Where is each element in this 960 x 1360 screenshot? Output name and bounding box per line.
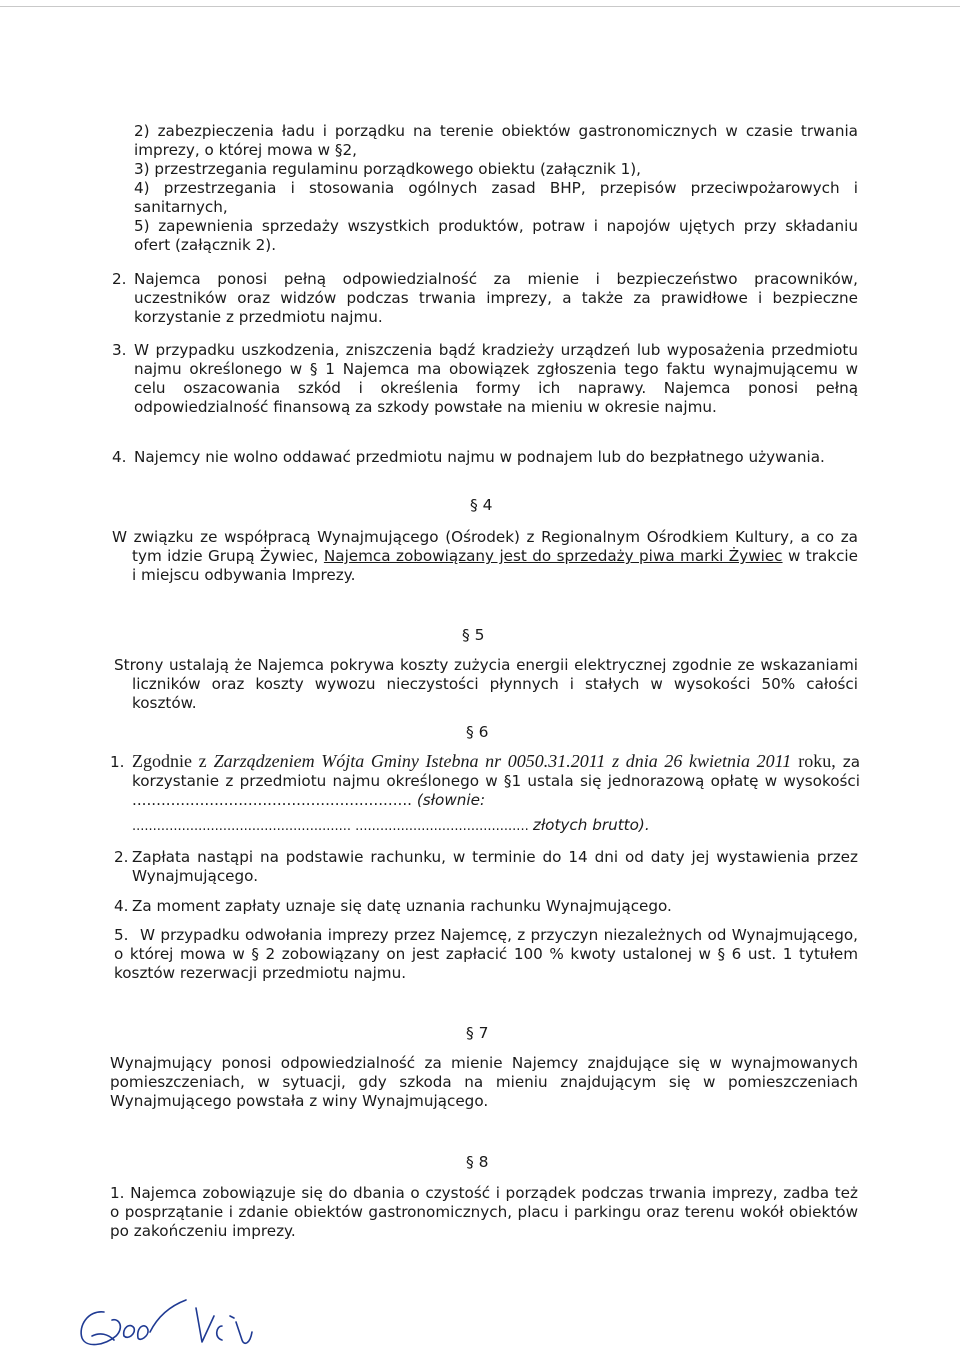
- list-item: 4) przestrzegania i stosowania ogólnych zasad BHP, przepisów przeciwpożarowych i sanitarnych,: [134, 179, 858, 216]
- handwritten-signature-icon: [74, 1296, 264, 1352]
- slownie-label: (słownie:: [416, 791, 486, 809]
- obligations-list: [134, 122, 858, 255]
- section-heading-7: § 7: [466, 1024, 489, 1042]
- clause-text: Najemcy nie wolno oddawać przedmiotu najmu w podnajem lub do bezpłatnego używania.: [134, 448, 825, 466]
- section-heading-8: § 8: [466, 1153, 489, 1171]
- clause-text: Za moment zapłaty uznaje się datę uznania rachunku Wynajmującego.: [132, 897, 672, 915]
- section-6-point-4: [114, 897, 858, 916]
- clause-text: Zapłata nastąpi na podstawie rachunku, w terminie do 14 dni od daty jej wystawienia przez Wynajmującego.: [132, 848, 858, 885]
- clause-text: Najemca ponosi pełną odpowiedzialność za mienie i bezpieczeństwo pracowników, uczestników oraz widzów podczas trwania imprezy, a także za prawidłowe i bezpieczne korzystanie z przedmiotu najmu.: [134, 270, 858, 326]
- clause-number: 5.: [114, 926, 129, 944]
- clause-text: W przypadku odwołania imprezy przez Najemcę, z przyczyn niezależnych od Wynajmującego, o której mowa w § 2 zobowiązany on jest zapłacić 100 % kwoty ustalonej w § 6 ust. 1 tytułem kosztów rezerwacji przedmiotu najmu.: [114, 926, 858, 982]
- clause-3: [112, 341, 858, 417]
- amount-words-line: [132, 816, 858, 836]
- clause-number: 4.: [114, 897, 129, 915]
- section-heading-4: § 4: [470, 496, 493, 514]
- section-4-underlined: Najemca zobowiązany jest do sprzedaży piwa marki Żywiec: [323, 547, 783, 565]
- clause-number: 3.: [112, 341, 127, 359]
- clause-number: 4.: [112, 448, 127, 466]
- clause-text: za korzystanie z przedmiotu najmu określonego w §1 ustala się jednorazową opłatę w wysokości: [132, 753, 860, 790]
- brutto-label: złotych brutto).: [532, 816, 650, 834]
- section-5-text: Strony ustalają że Najemca pokrywa koszty zużycia energii elektrycznej zgodnie ze wskazaniami liczników oraz koszty wywozu nieczystości płynnych i stałych w wysokości 50% całości kosztów.: [114, 656, 858, 712]
- section-6-point-2: [114, 848, 858, 886]
- list-item: 2) zabezpieczenia ładu i porządku na terenie obiektów gastronomicznych w czasie trwania imprezy, o której mowa w §2,: [134, 122, 858, 159]
- section-4-text-b: w trakcie i miejscu odbywania Imprezy.: [132, 547, 858, 584]
- clause-text: W przypadku uszkodzenia, zniszczenia bądź kradzieży urządzeń lub wyposażenia przedmiotu najmu określonego w § 1 Najemca ma obowiązek zgłoszenia tego faktu wynajmującemu w celu oszacowania szkód i określenia formy ich naprawy. Najemca ponosi pełną odpowiedzialność finansową za szkody powstałe na mieniu w okresie najmu.: [134, 341, 858, 416]
- clause-2: [112, 270, 858, 327]
- clause-number: 2.: [112, 270, 127, 288]
- section-4-text: [112, 528, 858, 585]
- words-dots: ..................................................... ..........................................: [132, 819, 529, 834]
- section-6-point-1: [110, 752, 860, 810]
- list-item: 3) przestrzegania regulaminu porządkowego obiektu (załącznik 1),: [134, 160, 642, 178]
- clause-number: 2.: [114, 848, 129, 866]
- section-8-text: 1. Najemca zobowiązuje się do dbania o czystość i porządek podczas trwania imprezy, zadba też o posprzątanie i zdanie obiektów gastronomicznych, placu i parkingu oraz terenu wokół obiektów po zakończeniu imprezy.: [110, 1184, 858, 1240]
- regulation-reference: Zarządzeniem Wójta Gminy Istebna nr 0050.31.2011 z dnia 26 kwietnia 2011: [213, 751, 792, 771]
- scan-edge-line: [0, 6, 960, 7]
- clause-4: [112, 448, 858, 467]
- section-heading-6: § 6: [466, 723, 489, 741]
- section-6-point-5: [114, 926, 858, 983]
- clause-number: 1.: [110, 753, 125, 771]
- section-7-text: Wynajmujący ponosi odpowiedzialność za mienie Najemcy znajdujące się w wynajmowanych pomieszczeniach, w sytuacji, gdy szkoda na mieniu znajdującym się w pomieszczeniach Wynajmującego powstała z winy Wynajmującego.: [110, 1054, 858, 1110]
- section-4-text-a: W związku ze współpracą Wynajmującego (Ośrodek) z Regionalnym Ośrodkiem Kultury, a co za tym idzie Grupą Żywiec,: [112, 528, 858, 565]
- section-heading-5: § 5: [462, 626, 485, 644]
- zgodnie-text: Zgodnie z: [132, 751, 207, 771]
- roku-text: roku,: [798, 751, 836, 771]
- list-item: 5) zapewnienia sprzedaży wszystkich produktów, potraw i napojów ujętych przy składaniu ofert (załącznik 2).: [134, 217, 858, 254]
- amount-dots: ..........................................................: [132, 791, 413, 809]
